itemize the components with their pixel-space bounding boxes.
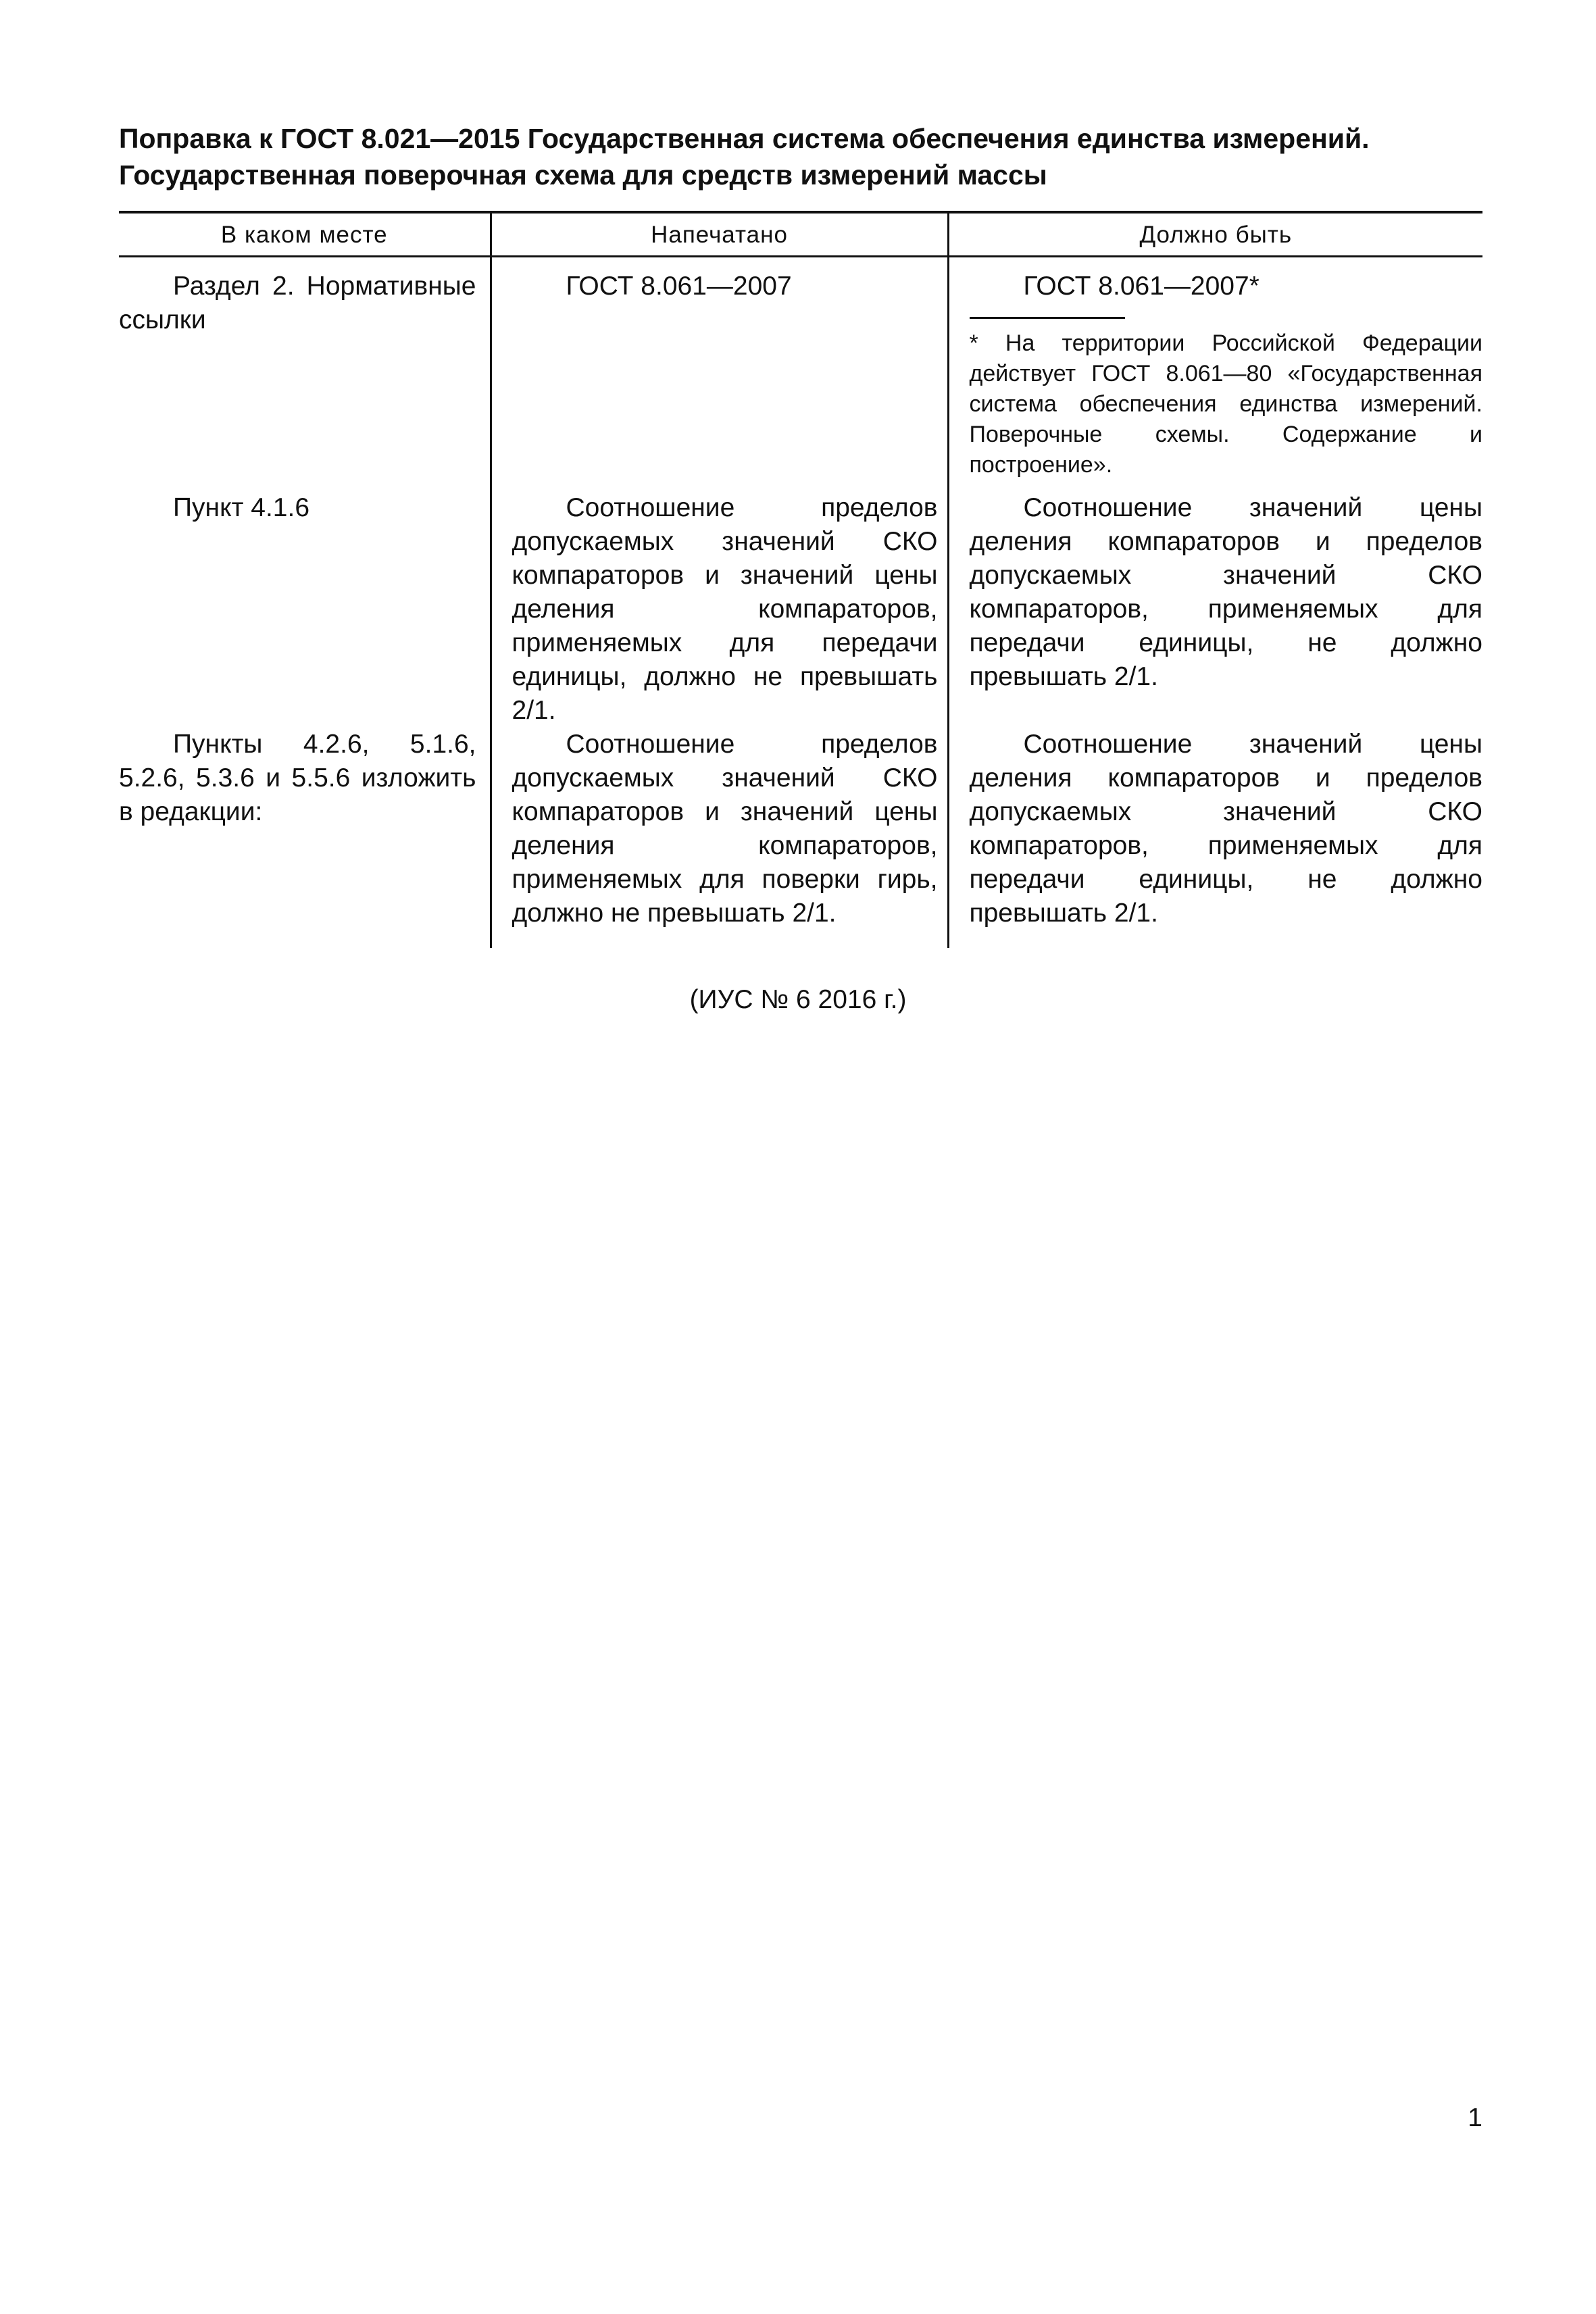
table-row <box>119 728 1482 948</box>
footnote-text: * На территории Российской Федерации действует ГОСТ 8.061—80 «Государственная система обеспечения единства измерений. Поверочные схемы. Содержание и построение». <box>969 330 1482 478</box>
corrections-table <box>119 211 1482 948</box>
table-row <box>119 480 1482 728</box>
document-title: Поправка к ГОСТ 8.021—2015 Государственная система обеспечения единства измерений. Государственная поверочная схема для средств измерений массы <box>119 123 1370 191</box>
table-header-row <box>119 212 1482 257</box>
cell-place: Раздел 2. Нормативные ссылки <box>119 272 476 334</box>
cell-should-be: Соотношение значений цены деления компараторов и пределов допускаемых значений СКО компараторов, применяемых для передачи единицы, не должно превышать 2/1. <box>948 728 1482 948</box>
page-number: 1 <box>1468 2103 1482 2132</box>
cell-place: Пункт 4.1.6 <box>173 493 310 522</box>
source-note: (ИУС № 6 2016 г.) <box>689 985 907 1014</box>
cell-printed: Соотношение пределов допускаемых значений СКО компараторов и значений цены деления компараторов, применяемых для поверки гирь, должно не превышать 2/1. <box>491 728 948 948</box>
cell-should-be <box>948 257 1482 481</box>
should-be-text: ГОСТ 8.061—2007* <box>1023 272 1260 301</box>
header-printed: Напечатано <box>491 212 948 257</box>
cell-printed: Соотношение пределов допускаемых значений СКО компараторов и значений цены деления компараторов, применяемых для передачи единицы, должно не превышать 2/1. <box>491 480 948 728</box>
cell-should-be: Соотношение значений цены деления компараторов и пределов допускаемых значений СКО компараторов, применяемых для передачи единицы, не должно превышать 2/1. <box>948 480 1482 728</box>
cell-printed: ГОСТ 8.061—2007 <box>491 257 948 481</box>
cell-place: Пункты 4.2.6, 5.1.6, 5.2.6, 5.3.6 и 5.5.6 изложить в редакции: <box>119 730 476 826</box>
footnote-separator <box>970 317 1125 319</box>
header-should-be: Должно быть <box>948 212 1482 257</box>
table-row <box>119 257 1482 481</box>
header-place: В каком месте <box>119 212 491 257</box>
